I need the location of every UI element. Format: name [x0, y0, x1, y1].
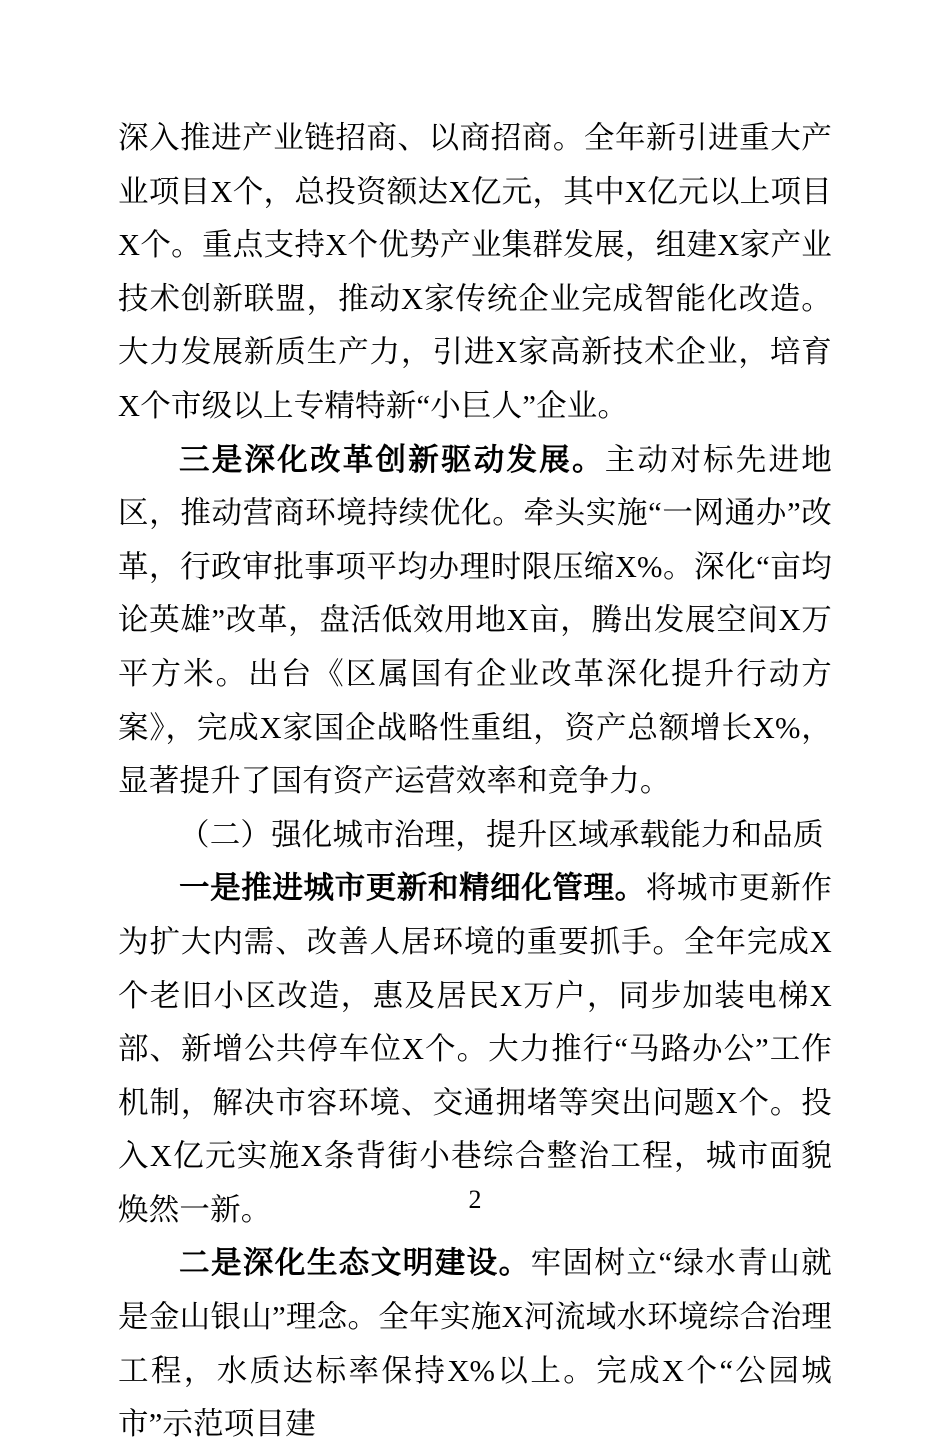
paragraph-3-heading — [118, 809, 832, 863]
paragraph-4-lead: 一是推进城市更新和精细化管理。 — [179, 871, 646, 906]
paragraph-4 — [118, 862, 832, 1237]
paragraph-2 — [118, 434, 832, 809]
paragraph-5-lead: 二是深化生态文明建设。 — [179, 1246, 531, 1281]
page-number: 2 — [468, 1185, 482, 1214]
paragraph-5-text: 牢固树立“绿水青山就是金山银山”理念。全年实施X河流域水环境综合治理工程，水质达标率保持X%以上。完成X个“公园城市”示范项目建 — [118, 1246, 832, 1442]
paragraph-4-text: 将城市更新作为扩大内需、改善人居环境的重要抓手。全年完成X个老旧小区改造，惠及居民X万户，同步加装电梯X部、新增公共停车位X个。大力推行“马路办公”工作机制，解决市容环境、交通拥堵等突出问题X个。投入X亿元实施X条背街小巷综合整治工程，城市面貌焕然一新。 — [118, 871, 833, 1227]
paragraph-2-text: 主动对标先进地区，推动营商环境持续优化。牵头实施“一网通办”改革，行政审批事项平均办理时限压缩X%。深化“亩均论英雄”改革，盘活低效用地X亩，腾出发展空间X万平方米。出台《区属国有企业改革深化提升行动方案》，完成X家国企战略性重组，资产总额增长X%，显著提升了国有资产运营效率和竞争力。 — [118, 442, 832, 799]
paragraph-1-text: 深入推进产业链招商、以商招商。全年新引进重大产业项目X个，总投资额达X亿元，其中X亿元以上项目X个。重点支持X个优势产业集群发展，组建X家产业技术创新联盟，推动X家传统企业完成智能化改造。大力发展新质生产力，引进X家高新技术企业，培育X个市级以上专精特新“小巨人”企业。 — [118, 121, 832, 423]
paragraph-5 — [118, 1237, 832, 1451]
paragraph-2-lead: 三是深化改革创新驱动发展。 — [179, 442, 605, 477]
paragraph-3-text: （二）强化城市治理，提升区域承载能力和品质 — [179, 817, 824, 852]
document-body — [118, 112, 832, 1452]
paragraph-1 — [118, 112, 832, 434]
